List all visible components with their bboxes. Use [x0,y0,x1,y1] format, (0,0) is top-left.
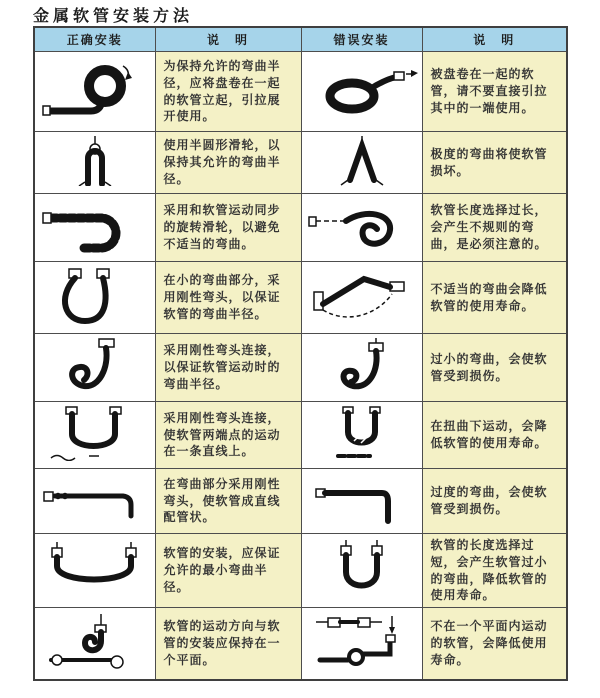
non-coplanar-hose-motion-icon [306,610,418,672]
page-title: 金属软管安装方法 [33,8,194,25]
straight-hose-with-elbow-icon [39,471,151,526]
overbent-l-shaped-hose-icon [306,471,418,526]
coplanar-hose-routing-icon [39,610,151,672]
wrong-figure-cell [301,132,422,194]
header-explanation-1: 说 明 [155,27,301,52]
coiled-hose-upright-icon [39,54,151,124]
wrong-figure-cell [301,52,422,132]
wrong-figure-cell [301,608,422,680]
table-row [34,262,567,334]
u-hose-inline-motion-icon [39,404,151,461]
correct-description: 软管的安装，应保证允许的最小弯曲半径。 [155,534,301,608]
sharply-bent-hanging-hose-icon [306,134,418,186]
wrong-description: 过小的弯曲，会使软管受到损伤。 [422,334,567,402]
correct-description: 采用和软管运动同步的旋转滑轮，以避免不适当的弯曲。 [155,194,301,262]
wrong-figure-cell [301,262,422,334]
rigid-elbow-small-bend-icon [39,264,151,326]
table-row [34,334,567,402]
wrong-figure-cell [301,194,422,262]
correct-description: 为保持允许的弯曲半径，应将盘卷在一起的软管立起，引拉展开使用。 [155,52,301,132]
table-row [34,402,567,469]
correct-description: 使用半圆形滑轮，以保持其允许的弯曲半径。 [155,132,301,194]
table-row [34,469,567,534]
correct-figure-cell [34,534,155,608]
correct-figure-cell [34,52,155,132]
wrong-description: 极度的弯曲将使软管损坏。 [422,132,567,194]
correct-figure-cell [34,262,155,334]
too-small-bend-hook-icon [306,336,418,394]
wrong-description: 软管的长度选择过短，会产生软管过小的弯曲，降低软管的使用寿命。 [422,534,567,608]
correct-figure-cell [34,194,155,262]
table-header-row [34,27,567,52]
wrong-description: 在扭曲下运动，会降低软管的使用寿命。 [422,402,567,469]
table-row [34,132,567,194]
correct-description: 软管的运动方向与软管的安装应保持在一个平面。 [155,608,301,680]
correct-figure-cell [34,402,155,469]
synchronized-rotating-pulley-icon [39,196,151,254]
correct-description: 在小的弯曲部分，采用刚性弯头，以保证软管的弯曲半径。 [155,262,301,334]
wrong-description: 被盘卷在一起的软管，请不要直接引拉其中的一端使用。 [422,52,567,132]
header-wrong-install: 错误安装 [301,27,422,52]
correct-figure-cell [34,469,155,534]
hose-on-semicircular-pulley-icon [39,134,151,186]
wrong-figure-cell [301,469,422,534]
correct-description: 在弯曲部分采用刚性弯头，使软管成直线配管状。 [155,469,301,534]
rigid-elbow-loop-icon [39,336,151,394]
header-correct-install: 正确安装 [34,27,155,52]
wrong-description: 不在一个平面内运动的软管，会降低使用寿命。 [422,608,567,680]
correct-description: 采用刚性弯头连接，使软管两端点的运动在一条直线上。 [155,402,301,469]
header-explanation-2: 说 明 [422,27,567,52]
twisted-u-hose-icon [306,404,418,461]
wrong-figure-cell [301,334,422,402]
table-row [34,52,567,132]
correct-description: 采用刚性弯头连接，以保证软管运动时的弯曲半径。 [155,334,301,402]
wrong-description: 软管长度选择过长，会产生不规则的弯曲，是必须注意的。 [422,194,567,262]
coiled-hose-pulled-end-icon [306,54,418,124]
wide-u-minimum-bend-icon [39,538,151,598]
table-row [34,194,567,262]
overlong-hose-irregular-bend-icon [306,196,418,254]
short-hose-tight-u-icon [306,538,418,598]
improper-bend-between-fittings-icon [306,264,418,326]
table-row [34,534,567,608]
wrong-description: 不适当的弯曲会降低软管的使用寿命。 [422,262,567,334]
installation-method-table [33,26,568,681]
correct-figure-cell [34,608,155,680]
wrong-description: 过度的弯曲，会使软管受到损伤。 [422,469,567,534]
wrong-figure-cell [301,534,422,608]
correct-figure-cell [34,132,155,194]
wrong-figure-cell [301,402,422,469]
table-row [34,608,567,680]
correct-figure-cell [34,334,155,402]
